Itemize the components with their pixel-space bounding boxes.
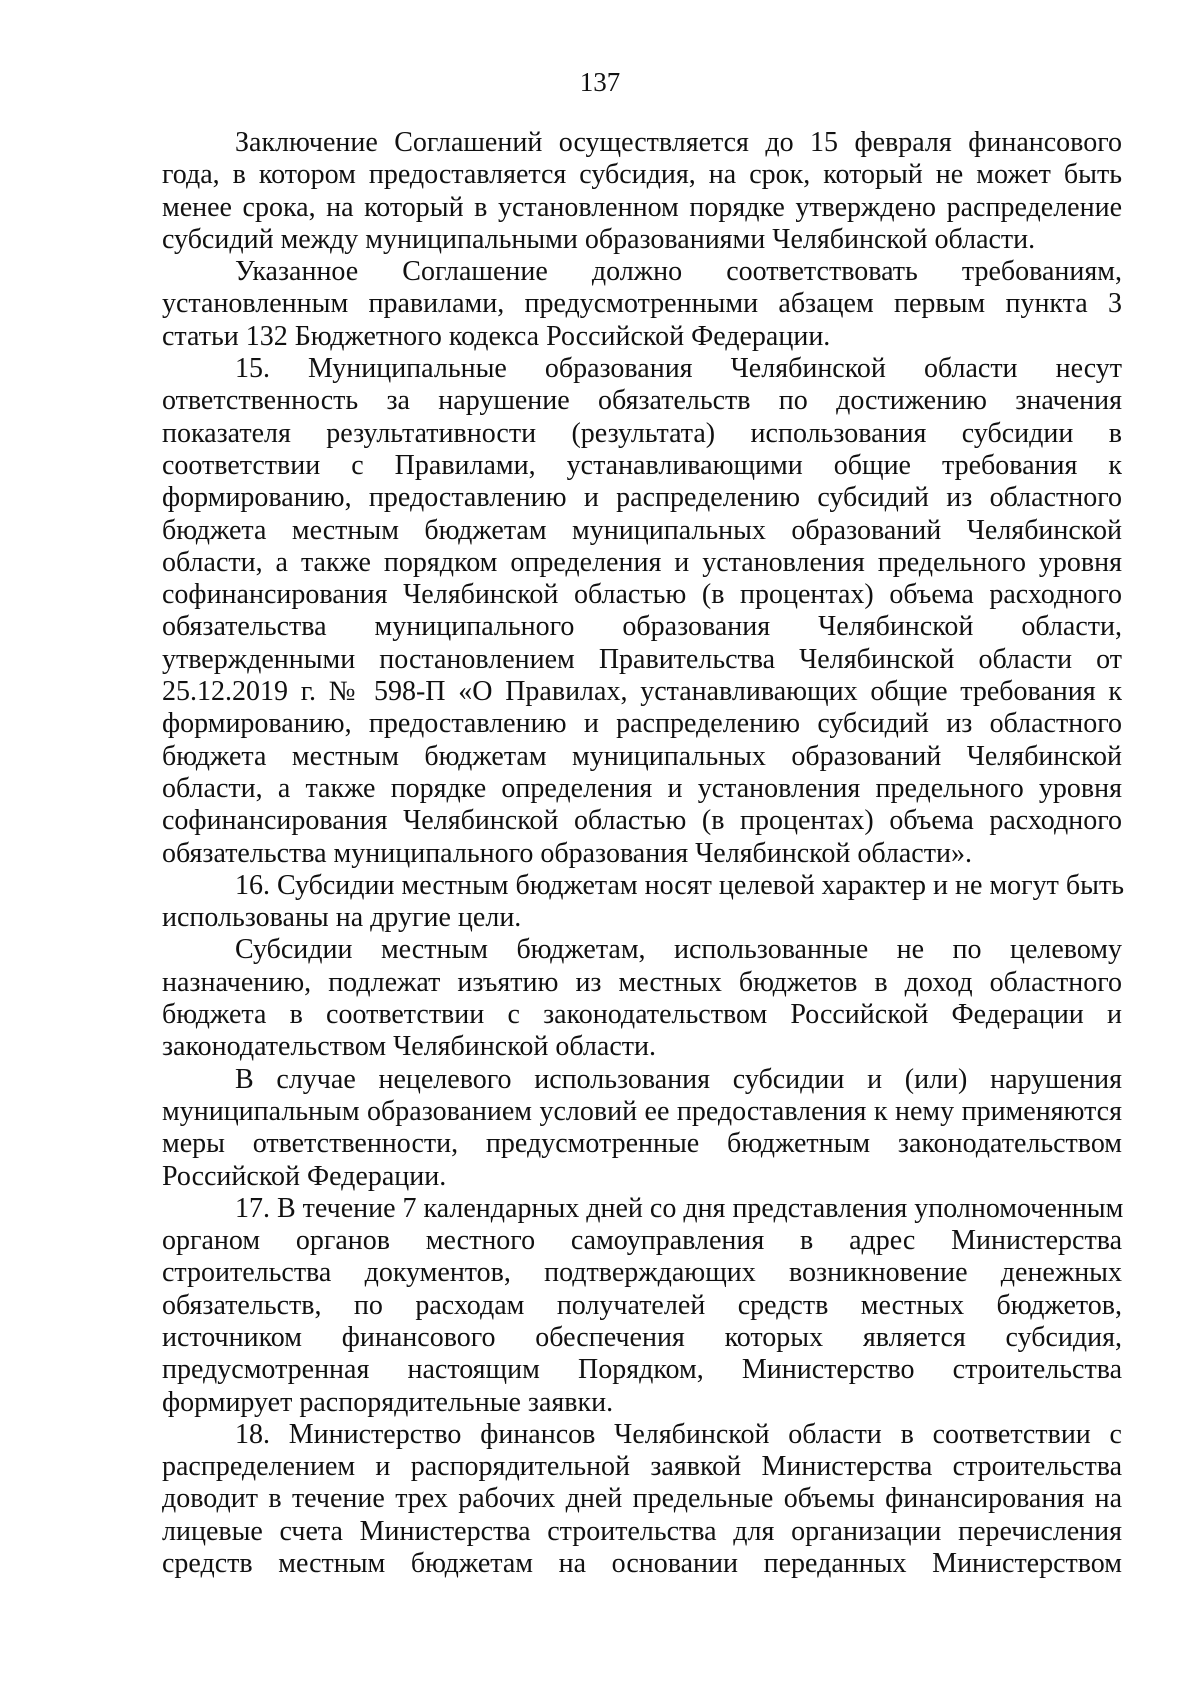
text-line: установленным правилами, предусмотренными абзацем первым пункта 3 bbox=[162, 288, 1122, 320]
text-line: источником финансового обеспечения которых является субсидия, bbox=[162, 1321, 1122, 1353]
text-line: обязательства муниципального образования Челябинской области, bbox=[162, 611, 1122, 643]
text-line: 17. В течение 7 календарных дней со дня представления уполномоченным bbox=[235, 1192, 1124, 1224]
text-line: Указанное Соглашение должно соответствовать требованиям, bbox=[235, 256, 1122, 288]
text-line: области, а также порядке определения и установления предельного уровня bbox=[162, 772, 1122, 804]
text-line: предусмотренная настоящим Порядком, Министерство строительства bbox=[162, 1354, 1122, 1386]
text-line: 15. Муниципальные образования Челябинской области несут bbox=[235, 353, 1122, 385]
text-line: законодательством Челябинской области. bbox=[162, 1031, 656, 1063]
text-line: муниципальным образованием условий ее предоставления к нему применяются bbox=[162, 1095, 1122, 1127]
text-line: формирует распорядительные заявки. bbox=[162, 1386, 614, 1418]
page-number: 137 bbox=[579, 67, 621, 97]
text-line: Заключение Соглашений осуществляется до 15 февраля финансового bbox=[235, 127, 1122, 158]
text-line: распределением и распорядительной заявкой Министерства строительства bbox=[162, 1451, 1122, 1483]
text-line: формированию, предоставлению и распределению субсидий из областного bbox=[162, 708, 1122, 740]
text-line: Российской Федерации. bbox=[162, 1160, 447, 1192]
text-line: использованы на другие цели. bbox=[162, 902, 522, 934]
text-line: меры ответственности, предусмотренные бюджетным законодательством bbox=[162, 1128, 1122, 1160]
text-line: года, в котором предоставляется субсидия, на срок, который не может быть bbox=[162, 159, 1122, 191]
text-line: средств местным бюджетам на основании переданных Министерством bbox=[162, 1548, 1122, 1580]
text-line: софинансирования Челябинской областью (в процентах) объема расходного bbox=[162, 579, 1122, 611]
text-line: статьи 132 Бюджетного кодекса Российской Федерации. bbox=[162, 320, 831, 352]
text-line: строительства документов, подтверждающих возникновение денежных bbox=[162, 1257, 1122, 1289]
text-line: обязательств, по расходам получателей средств местных бюджетов, bbox=[162, 1289, 1122, 1321]
text-line: 25.12.2019 г. № 598-П «О Правилах, устанавливающих общие требования к bbox=[162, 676, 1122, 708]
text-line: Субсидии местным бюджетам, использованные не по целевому bbox=[235, 934, 1122, 966]
text-line: области, а также порядком определения и установления предельного уровня bbox=[162, 546, 1122, 578]
text-line: 16. Субсидии местным бюджетам носят целевой характер и не могут быть bbox=[235, 869, 1124, 901]
text-line: субсидий между муниципальными образованиями Челябинской области. bbox=[162, 223, 1036, 255]
text-line: ответственность за нарушение обязательств по достижению значения bbox=[162, 385, 1122, 417]
text-line: обязательства муниципального образования Челябинской области». bbox=[162, 837, 972, 869]
text-line: бюджета местным бюджетам муниципальных образований Челябинской bbox=[162, 740, 1122, 772]
text-line: назначению, подлежат изъятию из местных бюджетов в доход областного bbox=[162, 966, 1122, 998]
text-line: органом органов местного самоуправления в адрес Министерства bbox=[162, 1225, 1122, 1257]
text-line: лицевые счета Министерства строительства для организации перечисления bbox=[162, 1515, 1122, 1547]
text-line: бюджета в соответствии с законодательством Российской Федерации и bbox=[162, 999, 1122, 1031]
text-line: формированию, предоставлению и распределению субсидий из областного bbox=[162, 482, 1122, 514]
text-line: бюджета местным бюджетам муниципальных образований Челябинской bbox=[162, 514, 1122, 546]
document-body bbox=[162, 127, 1122, 1580]
text-line: В случае нецелевого использования субсидии и (или) нарушения bbox=[235, 1063, 1122, 1095]
text-line: менее срока, на который в установленном порядке утверждено распределение bbox=[162, 191, 1122, 223]
text-line: доводит в течение трех рабочих дней предельные объемы финансирования на bbox=[162, 1483, 1122, 1515]
text-line: соответствии с Правилами, устанавливающими общие требования к bbox=[162, 449, 1122, 481]
text-line: 18. Министерство финансов Челябинской области в соответствии с bbox=[235, 1418, 1122, 1450]
text-line: софинансирования Челябинской областью (в процентах) объема расходного bbox=[162, 805, 1122, 837]
text-line: утвержденными постановлением Правительства Челябинской области от bbox=[162, 643, 1122, 675]
text-line: показателя результативности (результата) использования субсидии в bbox=[162, 417, 1122, 449]
